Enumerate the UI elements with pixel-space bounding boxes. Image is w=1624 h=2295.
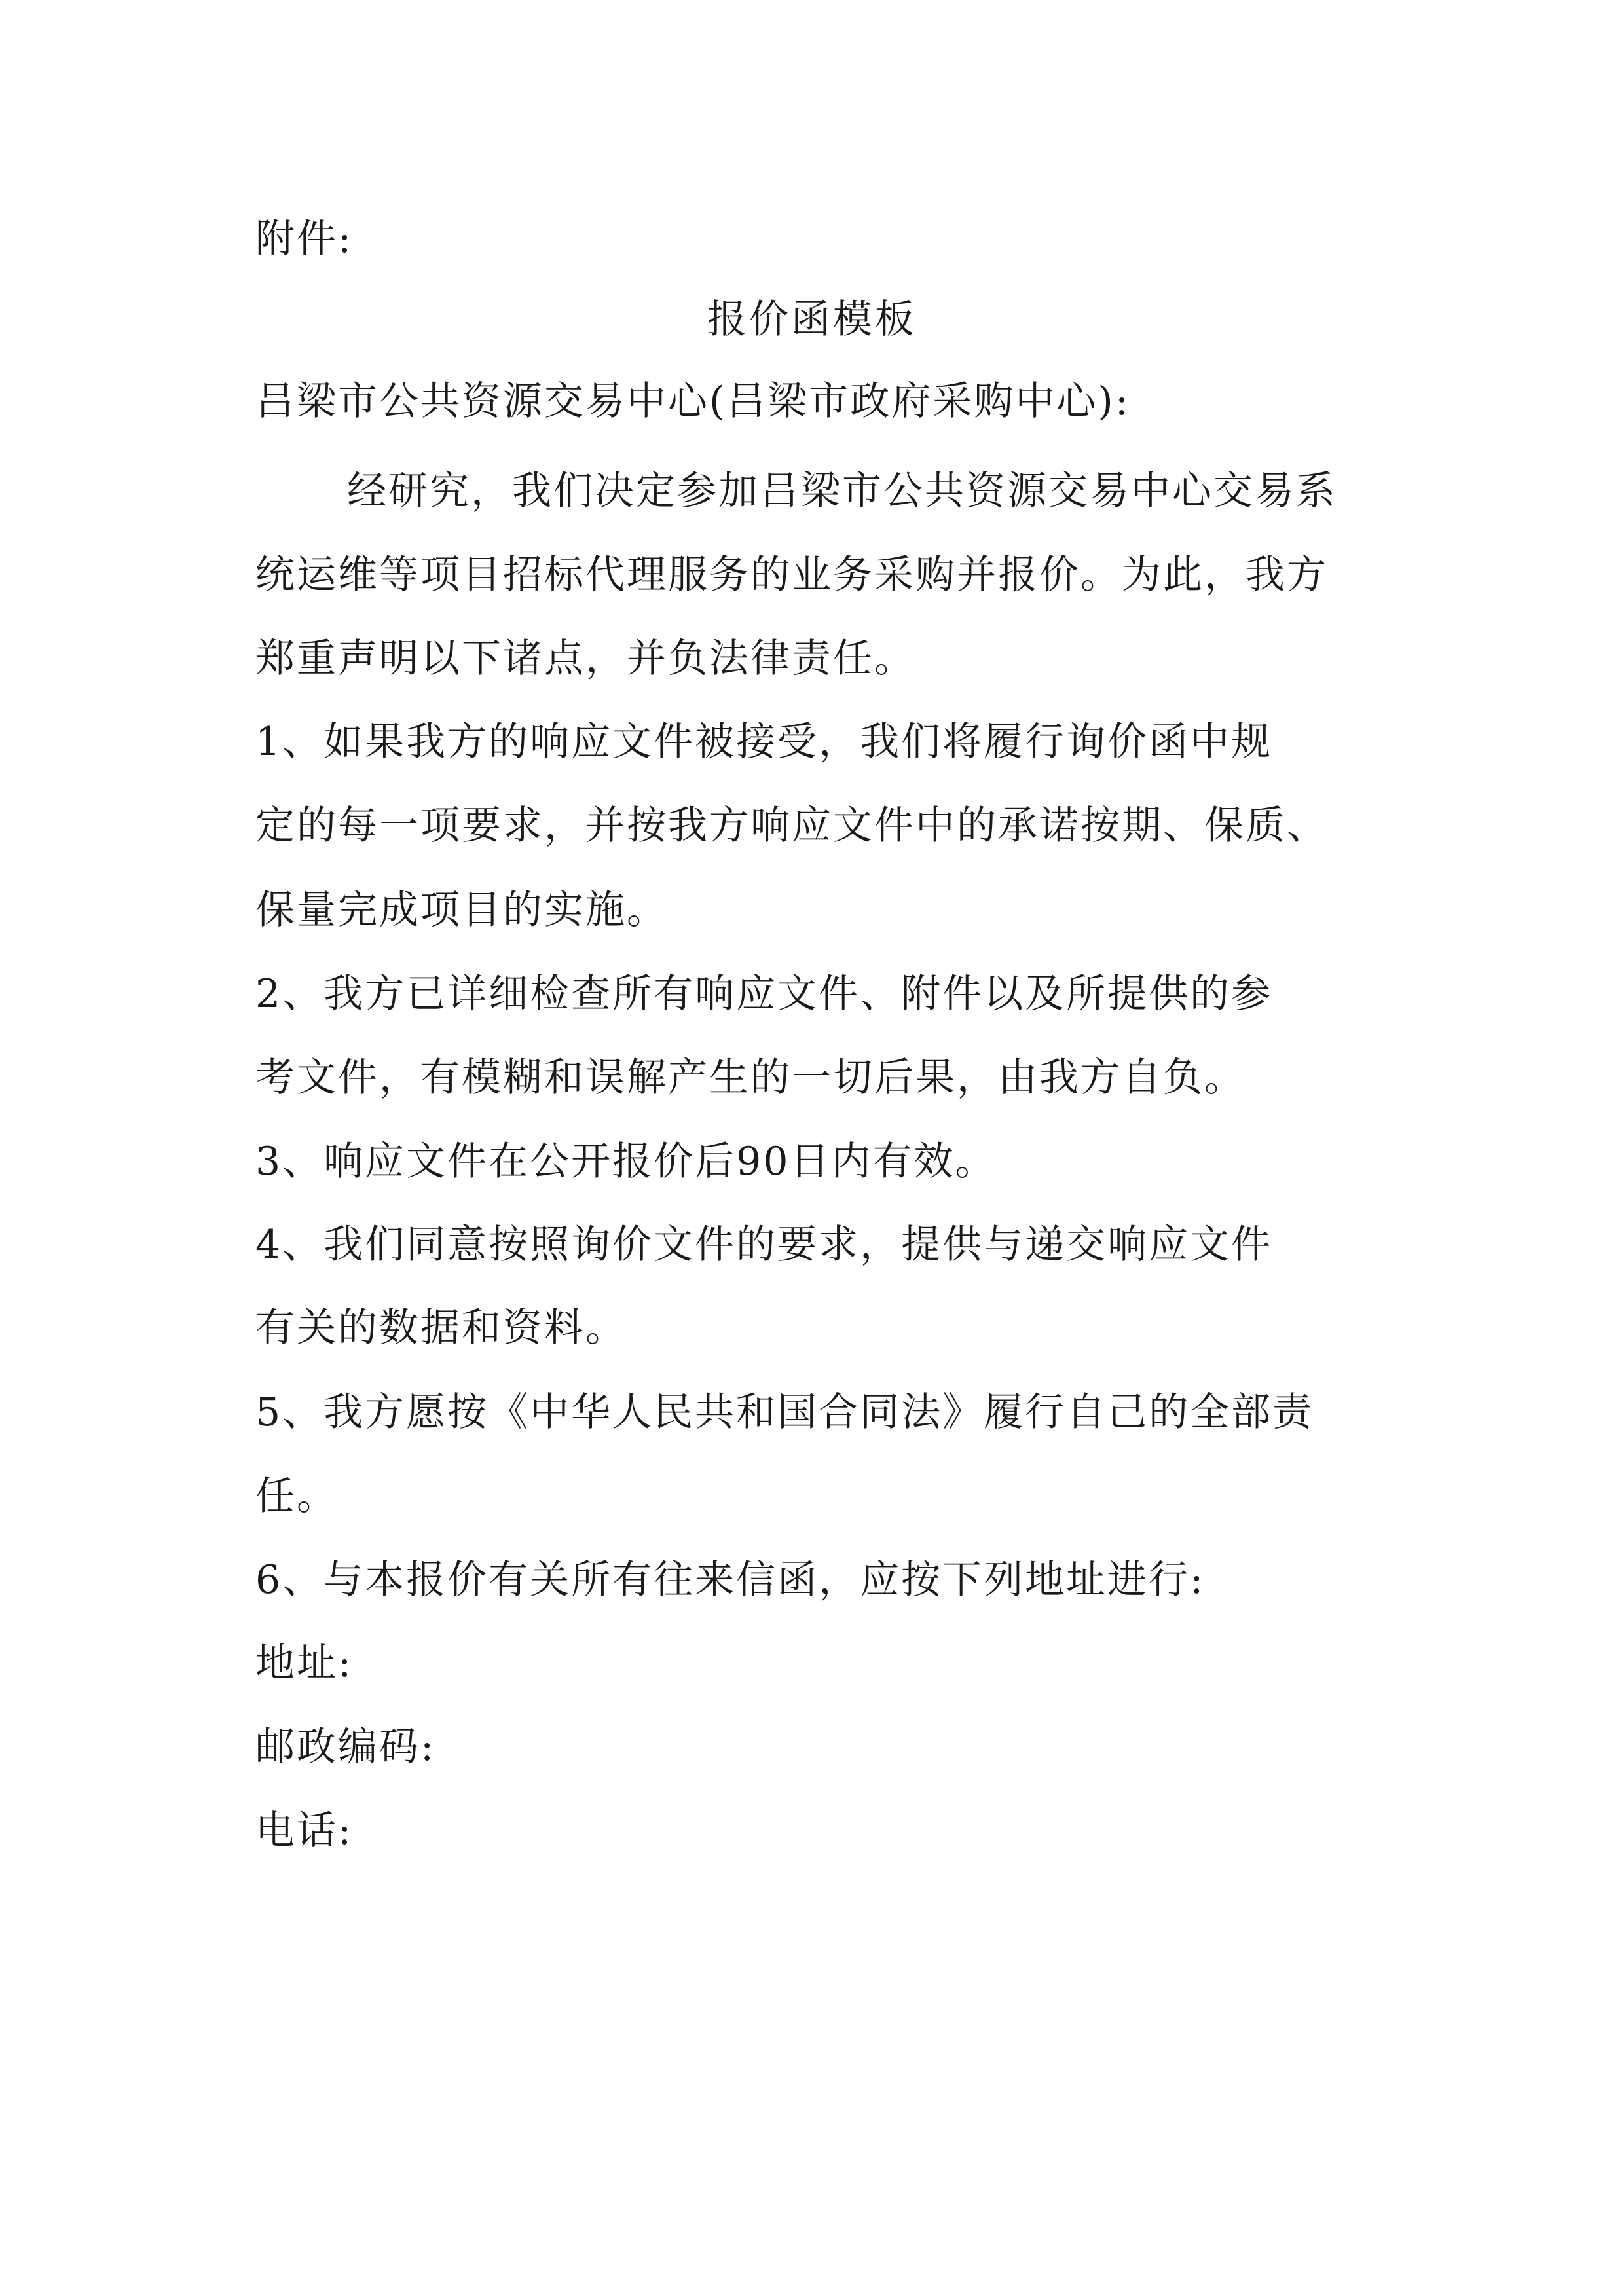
addressee: 吕梁市公共资源交易中心(吕梁市政府采购中心): [255, 378, 1131, 424]
item-6-line: 6、与本报价有关所有往来信函，应按下列地址进行: [255, 1557, 1206, 1603]
item-1-line: 定的每一项要求，并按我方响应文件中的承诺按期、保质、 [255, 803, 1328, 849]
intro-line: 郑重声明以下诸点，并负法律责任。 [255, 636, 915, 682]
item-5-line: 任。 [255, 1473, 338, 1519]
item-3-line: 3、响应文件在公开报价后90日内有效。 [255, 1139, 997, 1184]
item-4-line: 有关的数据和资料。 [255, 1305, 627, 1351]
address-label: 地址: [255, 1640, 354, 1686]
item-5-line: 5、我方愿按《中华人民共和国合同法》履行自己的全部责 [255, 1389, 1314, 1435]
item-2-line: 考文件，有模糊和误解产生的一切后果，由我方自负。 [255, 1055, 1246, 1101]
document-title: 报价函模板 [707, 297, 917, 342]
item-4-line: 4、我们同意按照询价文件的要求，提供与递交响应文件 [255, 1222, 1273, 1268]
intro-line: 统运维等项目招标代理服务的业务采购并报价。为此，我方 [255, 552, 1328, 598]
item-2-line: 2、我方已详细检查所有响应文件、附件以及所提供的参 [255, 971, 1273, 1017]
phone-label: 电话: [255, 1808, 354, 1854]
postcode-label: 邮政编码: [255, 1724, 436, 1770]
intro-line: 经研究，我们决定参加吕梁市公共资源交易中心交易系 [347, 468, 1337, 514]
item-1-line: 1、如果我方的响应文件被接受，我们将履行询价函中规 [255, 719, 1273, 765]
attachment-label: 附件: [255, 216, 354, 262]
item-1-line: 保量完成项目的实施。 [255, 887, 668, 933]
